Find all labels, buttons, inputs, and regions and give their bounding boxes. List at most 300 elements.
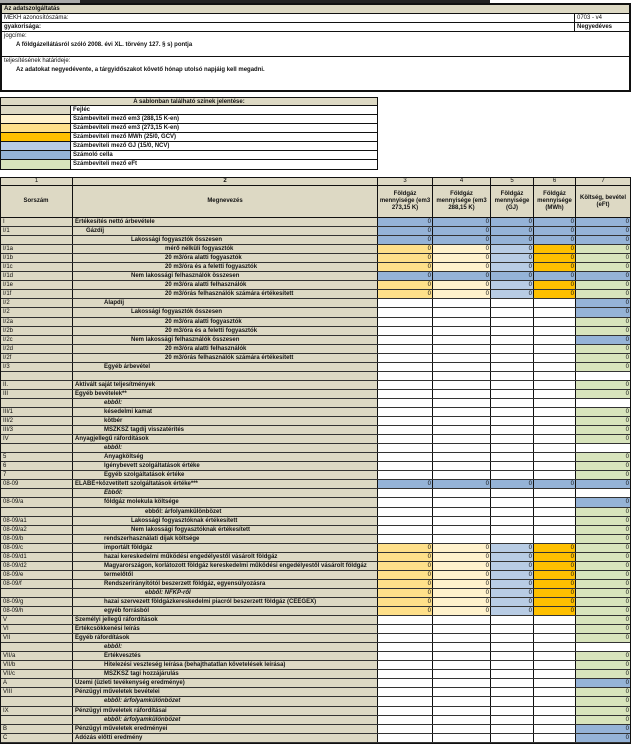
row-code: I/1b (1, 254, 73, 262)
empty-cell (491, 697, 534, 705)
legend-label: Fejléc (73, 107, 91, 113)
empty-cell (378, 679, 433, 687)
empty-cell (491, 526, 534, 534)
value-cell[interactable]: 0 (433, 553, 491, 561)
row-code: III (1, 390, 73, 398)
empty-cell (534, 444, 576, 452)
value-cell: 0 (576, 336, 630, 344)
empty-cell (534, 725, 576, 733)
row-code: I/1a (1, 245, 73, 253)
empty-cell (491, 517, 534, 525)
value-cell[interactable]: 0 (576, 345, 630, 353)
value-cell: 0 (576, 480, 630, 488)
value-cell: 0 (378, 227, 433, 235)
value-cell[interactable]: 0 (576, 598, 630, 606)
value-cell[interactable]: 0 (534, 580, 576, 588)
empty-cell (433, 535, 491, 543)
value-cell[interactable]: 0 (576, 363, 630, 371)
value-cell: 0 (576, 308, 630, 316)
table-row (1, 408, 630, 417)
value-cell[interactable]: 0 (576, 544, 630, 552)
legend-item (1, 124, 377, 133)
table-row (1, 697, 630, 706)
empty-cell (534, 426, 576, 434)
row-label: Egyéb ráfordítások (73, 634, 378, 642)
value-cell[interactable]: 0 (378, 589, 433, 597)
empty-cell (491, 354, 534, 362)
empty-cell (534, 372, 576, 380)
table-row (1, 453, 630, 462)
value-cell[interactable]: 0 (576, 697, 630, 705)
row-code: 7 (1, 471, 73, 479)
value-cell[interactable]: 0 (576, 254, 630, 262)
empty-cell (378, 526, 433, 534)
table-row (1, 562, 630, 571)
empty-cell (378, 697, 433, 705)
value-cell[interactable]: 0 (576, 462, 630, 470)
value-cell[interactable]: 0 (576, 707, 630, 715)
empty-cell (534, 435, 576, 443)
value-cell[interactable]: 0 (534, 598, 576, 606)
row-code: 08-09/a2 (1, 526, 73, 534)
value-cell[interactable]: 0 (576, 562, 630, 570)
empty-cell (534, 318, 576, 326)
value-cell[interactable]: 0 (433, 571, 491, 579)
empty-cell (576, 399, 630, 407)
row-code (1, 643, 73, 651)
value-cell: 0 (576, 299, 630, 307)
legend-item (1, 106, 377, 115)
row-label: 20 m3/óra alatti fogyasztók (73, 318, 378, 326)
value-cell[interactable]: 0 (576, 652, 630, 660)
row-label (73, 372, 378, 380)
value-cell: 0 (491, 218, 534, 226)
value-cell[interactable]: 0 (534, 607, 576, 615)
value-cell[interactable]: 0 (576, 661, 630, 669)
value-cell[interactable]: 0 (576, 535, 630, 543)
value-cell: 0 (491, 272, 534, 280)
row-label: egyéb forrásból (73, 607, 378, 615)
empty-cell (378, 417, 433, 425)
empty-cell (534, 679, 576, 687)
table-row (1, 363, 630, 372)
row-code: I (1, 218, 73, 226)
value-cell[interactable]: 0 (378, 290, 433, 298)
row-label: Anyagjellegű ráfordítások (73, 435, 378, 443)
table-row (1, 381, 630, 390)
empty-cell (433, 318, 491, 326)
value-cell[interactable]: 0 (433, 281, 491, 289)
value-cell[interactable]: 0 (534, 589, 576, 597)
legend-item (1, 115, 377, 124)
table-row (1, 625, 630, 634)
table-row (1, 725, 630, 734)
value-cell: 0 (433, 236, 491, 244)
empty-cell (491, 426, 534, 434)
empty-cell (491, 625, 534, 633)
value-cell[interactable]: 0 (576, 580, 630, 588)
value-cell[interactable]: 0 (576, 426, 630, 434)
value-cell[interactable]: 0 (378, 254, 433, 262)
row-code: VII (1, 634, 73, 642)
value-cell[interactable]: 0 (576, 354, 630, 362)
empty-cell (491, 716, 534, 724)
value-cell[interactable]: 0 (491, 607, 534, 615)
empty-cell (433, 725, 491, 733)
value-cell[interactable]: 0 (433, 562, 491, 570)
table-row (1, 716, 630, 725)
value-cell[interactable]: 0 (576, 381, 630, 389)
empty-cell (378, 299, 433, 307)
value-cell[interactable]: 0 (576, 453, 630, 461)
value-cell[interactable]: 0 (433, 589, 491, 597)
legend-swatch (1, 115, 71, 123)
row-code: A (1, 679, 73, 687)
empty-cell (378, 535, 433, 543)
data-table (0, 177, 631, 744)
value-cell: 0 (534, 236, 576, 244)
row-label: Pénzügyi műveletek ráfordításai (73, 707, 378, 715)
row-code (1, 444, 73, 452)
table-row (1, 236, 630, 245)
row-label: termelőtől (73, 571, 378, 579)
value-cell[interactable]: 0 (491, 562, 534, 570)
empty-cell (378, 661, 433, 669)
value-cell: 0 (576, 236, 630, 244)
row-label: ebből: (73, 444, 378, 452)
row-label: Pénzügyi műveletek bevételei (73, 688, 378, 696)
empty-cell (433, 517, 491, 525)
value-cell[interactable]: 0 (576, 716, 630, 724)
column-number: 4 (433, 178, 491, 185)
empty-cell (576, 372, 630, 380)
value-cell[interactable]: 0 (378, 544, 433, 552)
value-cell[interactable]: 0 (378, 263, 433, 271)
value-cell[interactable]: 0 (534, 290, 576, 298)
value-cell[interactable]: 0 (576, 290, 630, 298)
value-cell: 0 (433, 227, 491, 235)
column-header: Földgáz mennyisége (MWh) (534, 186, 576, 217)
value-cell[interactable]: 0 (576, 408, 630, 416)
row-label: 20 m3/óra és a feletti fogyasztók (73, 263, 378, 271)
table-row (1, 390, 630, 399)
table-row (1, 290, 630, 299)
table-row (1, 634, 630, 643)
value-cell[interactable]: 0 (433, 580, 491, 588)
empty-cell (378, 363, 433, 371)
value-cell[interactable]: 0 (433, 607, 491, 615)
row-code: 08-09/f (1, 580, 73, 588)
empty-cell (534, 417, 576, 425)
row-code: I/2 (1, 299, 73, 307)
table-row (1, 308, 630, 317)
value-cell: 0 (576, 679, 630, 687)
info-box (0, 3, 631, 92)
empty-cell (378, 734, 433, 742)
value-cell[interactable]: 0 (534, 254, 576, 262)
row-label: földgáz molekula költsége (73, 498, 378, 506)
table-row (1, 372, 630, 381)
row-label: ebből: árfolyamkülönbözet (73, 716, 378, 724)
value-cell[interactable]: 0 (576, 571, 630, 579)
value-cell[interactable]: 0 (433, 245, 491, 253)
value-cell[interactable]: 0 (433, 544, 491, 552)
row-label: Értékesítés nettó árbevétele (73, 218, 378, 226)
empty-cell (433, 688, 491, 696)
empty-cell (534, 670, 576, 678)
empty-cell (433, 381, 491, 389)
value-cell[interactable]: 0 (576, 517, 630, 525)
empty-cell (491, 535, 534, 543)
empty-cell (491, 652, 534, 660)
value-cell[interactable]: 0 (576, 616, 630, 624)
empty-cell (491, 462, 534, 470)
value-cell[interactable]: 0 (534, 562, 576, 570)
value-cell[interactable]: 0 (576, 508, 630, 516)
table-row (1, 345, 630, 354)
value-cell[interactable]: 0 (378, 580, 433, 588)
empty-cell (378, 390, 433, 398)
value-cell[interactable]: 0 (534, 571, 576, 579)
table-row (1, 571, 630, 580)
row-label: ebből: árfolyamkülönbözet (73, 508, 378, 516)
value-cell: 0 (491, 480, 534, 488)
value-cell[interactable]: 0 (433, 290, 491, 298)
empty-cell (491, 498, 534, 506)
empty-cell (534, 390, 576, 398)
row-code (1, 236, 73, 244)
row-label: 20 m3/óra alatti fogyasztók (73, 254, 378, 262)
value-cell[interactable]: 0 (534, 553, 576, 561)
column-header: Költség, bevétel (eFt) (579, 194, 626, 208)
value-cell[interactable]: 0 (576, 263, 630, 271)
value-cell: 0 (378, 236, 433, 244)
row-code: I/2 (1, 308, 73, 316)
value-cell[interactable]: 0 (576, 634, 630, 642)
empty-cell (378, 652, 433, 660)
empty-cell (534, 462, 576, 470)
row-label: 20 m3/órás felhasználók számára értékesített (73, 290, 378, 298)
empty-cell (378, 688, 433, 696)
row-label: mérő nélküli fogyasztók (73, 245, 378, 253)
value-cell[interactable]: 0 (576, 318, 630, 326)
row-code: I/1 (1, 227, 73, 235)
value-cell[interactable]: 0 (576, 526, 630, 534)
row-label: Gázdíj (73, 227, 378, 235)
value-cell[interactable]: 0 (576, 327, 630, 335)
value-cell: 0 (378, 480, 433, 488)
row-code: I/2d (1, 345, 73, 353)
empty-cell (491, 634, 534, 642)
empty-cell (378, 435, 433, 443)
value-cell[interactable]: 0 (491, 254, 534, 262)
row-label: Lakossági fogyasztók összesen (73, 308, 378, 316)
table-row (1, 489, 630, 498)
row-code: 08-09 (1, 480, 73, 488)
value-cell[interactable]: 0 (491, 580, 534, 588)
value-cell[interactable]: 0 (433, 254, 491, 262)
row-code: V (1, 616, 73, 624)
value-cell[interactable]: 0 (576, 417, 630, 425)
row-code: VI (1, 625, 73, 633)
row-code: 08-09/b (1, 535, 73, 543)
value-cell[interactable]: 0 (378, 562, 433, 570)
row-label: Alapdíj (73, 299, 378, 307)
row-label: MSZKSZ tagdíj visszatérítés (73, 426, 378, 434)
value-cell[interactable]: 0 (491, 553, 534, 561)
value-cell[interactable]: 0 (433, 598, 491, 606)
empty-cell (378, 354, 433, 362)
row-label: 20 m3/óra alatti felhasználók (73, 281, 378, 289)
empty-cell (433, 336, 491, 344)
empty-cell (534, 616, 576, 624)
empty-cell (491, 734, 534, 742)
value-cell[interactable]: 0 (378, 245, 433, 253)
empty-cell (433, 327, 491, 335)
empty-cell (378, 634, 433, 642)
row-label: hazai szervezett földgázkereskedelmi piacról beszerzett földgáz (CEEGEX) (73, 598, 378, 606)
row-label: 20 m3/óra és a feletti fogyasztók (73, 327, 378, 335)
value-cell[interactable]: 0 (576, 245, 630, 253)
empty-cell (534, 716, 576, 724)
table-row (1, 607, 630, 616)
row-code: I/2f (1, 354, 73, 362)
empty-cell (433, 462, 491, 470)
empty-cell (433, 716, 491, 724)
row-code: VIII (1, 688, 73, 696)
value-cell[interactable]: 0 (576, 390, 630, 398)
empty-cell (433, 526, 491, 534)
column-header: Megnevezés (73, 186, 378, 217)
empty-cell (433, 345, 491, 353)
empty-cell (491, 679, 534, 687)
table-row (1, 508, 630, 517)
value-cell[interactable]: 0 (491, 544, 534, 552)
value-cell: 0 (534, 227, 576, 235)
frequency-value[interactable]: Negyedéves (577, 24, 613, 30)
empty-cell (534, 697, 576, 705)
empty-cell (378, 381, 433, 389)
value-cell[interactable]: 0 (433, 263, 491, 271)
mekh-value[interactable]: 0703 - v4 (577, 15, 603, 21)
value-cell[interactable]: 0 (534, 263, 576, 271)
value-cell[interactable]: 0 (378, 607, 433, 615)
empty-cell (491, 508, 534, 516)
value-cell: 0 (378, 272, 433, 280)
row-label: Pénzügyi műveletek eredményei (73, 725, 378, 733)
value-cell[interactable]: 0 (491, 290, 534, 298)
empty-cell (378, 318, 433, 326)
table-row (1, 327, 630, 336)
table-row (1, 254, 630, 263)
row-code: 08-09/a1 (1, 517, 73, 525)
row-label: importált földgáz (73, 544, 378, 552)
value-cell[interactable]: 0 (576, 607, 630, 615)
empty-cell (576, 444, 630, 452)
value-cell[interactable]: 0 (576, 281, 630, 289)
value-cell[interactable]: 0 (576, 435, 630, 443)
column-header: Sorszám (1, 186, 73, 217)
row-code: 08-09/g (1, 598, 73, 606)
value-cell[interactable]: 0 (491, 245, 534, 253)
row-label: Egyéb bevételek** (73, 390, 378, 398)
table-row (1, 281, 630, 290)
value-cell[interactable]: 0 (378, 281, 433, 289)
empty-cell (534, 336, 576, 344)
empty-cell (491, 670, 534, 678)
table-row (1, 580, 630, 589)
empty-cell (378, 508, 433, 516)
value-cell[interactable]: 0 (491, 281, 534, 289)
value-cell[interactable]: 0 (378, 571, 433, 579)
table-row (1, 399, 630, 408)
table-row (1, 299, 630, 308)
row-code: 6 (1, 462, 73, 470)
empty-cell (491, 345, 534, 353)
value-cell[interactable]: 0 (576, 670, 630, 678)
value-cell[interactable]: 0 (534, 245, 576, 253)
empty-cell (433, 652, 491, 660)
value-cell[interactable]: 0 (534, 544, 576, 552)
empty-cell (534, 508, 576, 516)
empty-cell (491, 661, 534, 669)
legend-item (1, 133, 377, 142)
table-row (1, 652, 630, 661)
row-label: Értékcsökkenési leírás (73, 625, 378, 633)
row-code (1, 589, 73, 597)
row-code (1, 508, 73, 516)
value-cell[interactable]: 0 (576, 589, 630, 597)
row-code: III/1 (1, 408, 73, 416)
empty-cell (534, 308, 576, 316)
empty-cell (491, 408, 534, 416)
value-cell[interactable]: 0 (378, 553, 433, 561)
column-header: Földgáz mennyisége (GJ) (491, 186, 534, 217)
table-row (1, 426, 630, 435)
empty-cell (534, 652, 576, 660)
value-cell[interactable]: 0 (491, 598, 534, 606)
value-cell[interactable]: 0 (534, 281, 576, 289)
legend-label: Számbeviteli mező GJ (15/0, NCV) (73, 143, 170, 149)
value-cell[interactable]: 0 (576, 471, 630, 479)
empty-cell (378, 725, 433, 733)
empty-cell (576, 489, 630, 497)
value-cell[interactable]: 0 (491, 263, 534, 271)
value-cell[interactable]: 0 (491, 589, 534, 597)
value-cell: 0 (433, 480, 491, 488)
empty-cell (378, 408, 433, 416)
table-row (1, 498, 630, 507)
value-cell[interactable]: 0 (491, 571, 534, 579)
row-code: IX (1, 707, 73, 715)
row-code (1, 716, 73, 724)
value-cell[interactable]: 0 (378, 598, 433, 606)
empty-cell (534, 363, 576, 371)
row-label: Lakossági fogyasztóknak értékesített (73, 517, 378, 525)
empty-cell (433, 661, 491, 669)
value-cell[interactable]: 0 (576, 553, 630, 561)
empty-cell (433, 390, 491, 398)
column-number-row (1, 178, 630, 186)
value-cell[interactable]: 0 (576, 625, 630, 633)
column-header-row (1, 186, 630, 218)
row-code: IV (1, 435, 73, 443)
row-label: Magyarországon, korlátozott földgáz kereskedelmi működési engedélyestől vásárolt földgáz (73, 562, 378, 570)
value-cell[interactable]: 0 (576, 688, 630, 696)
row-code: III/3 (1, 426, 73, 434)
table-row (1, 517, 630, 526)
table-row (1, 661, 630, 670)
